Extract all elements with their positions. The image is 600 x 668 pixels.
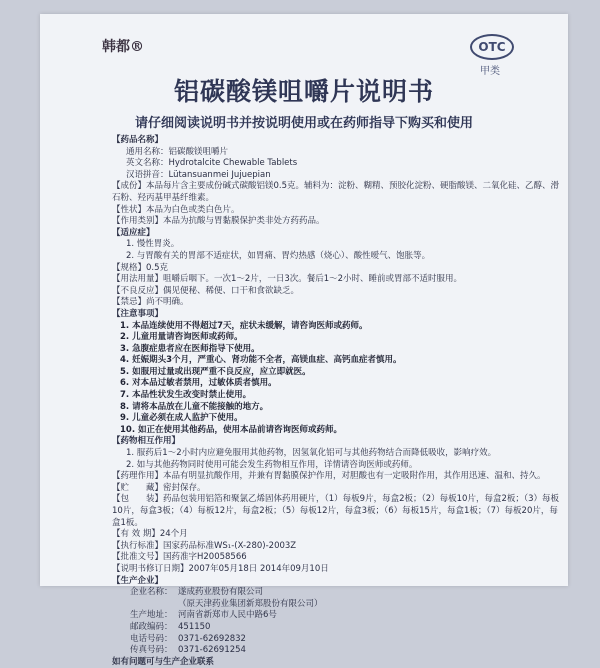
maker-key: 邮政编码： (130, 621, 173, 632)
drug-category: 【作用类别】本品为抗酸与胃黏膜保护类非处方药药品。 (112, 216, 325, 227)
maker-value: 451150 (178, 621, 211, 632)
package: 【包 装】药品包装用铝箔和聚氯乙烯固体药用硬片，（1）每板9片，每盒2板；（2）每板10片，每盒2板；（3）每板10片，每盒3板；（4）每板12片，每盒2板；（5）每板12片，每盒3板；（6）每板15片，每盒1板；（7）每板20片，每盒1板。 (112, 494, 560, 528)
common-name: 通用名称：铝碳酸镁咀嚼片 (126, 146, 229, 157)
validity: 【有 效 期】24个月 (112, 529, 188, 540)
indication-item: 2. 与胃酸有关的胃部不适症状，如胃痛、胃灼热感（烧心）、酸性嗳气、饱胀等。 (126, 250, 431, 261)
maker-key: 电话号码： (130, 633, 173, 644)
execution-standard: 【执行标准】国家药品标准WS₁-(X-280)-2003Z (112, 540, 297, 551)
maker-value: （原天津药业集团新郑股份有限公司） (178, 598, 323, 609)
contraindications: 【禁忌】尚不明确。 (112, 297, 189, 308)
indications-heading: 【适应症】 (112, 227, 155, 238)
caution-item: 3. 急腹症患者应在医师指导下使用。 (120, 343, 260, 354)
maker-value: 0371-62691254 (178, 645, 246, 656)
caution-item: 7. 本品性状发生改变时禁止使用。 (120, 390, 252, 401)
maker-value: 河南省新郑市人民中路6号 (178, 610, 277, 621)
maker-line (130, 610, 562, 622)
maker-key: 传真号码： (130, 645, 173, 656)
interaction-item: 1. 服药后1～2小时内应避免服用其他药物，因氢氧化铝可与其他药物结合而降低吸收，影响疗效。 (126, 448, 497, 459)
leaflet-sheet (40, 14, 568, 667)
maker-line (130, 587, 562, 599)
caution-item: 2. 儿童用量请咨询医师或药师。 (120, 332, 243, 343)
caution-item: 5. 如服用过量或出现严重不良反应，应立即就医。 (120, 366, 311, 377)
composition: 【成份】本品每片含主要成份碱式碳酸铝镁0.5克。辅料为：淀粉、糊精、预胶化淀粉、硬脂酸镁、二氧化硅、乙醇、滑石粉、羟丙基甲基纤维素。 (112, 181, 560, 203)
maker-info (112, 587, 562, 657)
approval-number: 【批准文号】国药准字H20058566 (112, 552, 247, 563)
leaflet-content (112, 135, 562, 668)
maker-value: 0371-62692832 (178, 633, 246, 644)
specification: 【规格】0.5克 (112, 262, 169, 273)
appearance: 【性状】本品为白色或类白色片。 (112, 204, 240, 215)
adverse-reactions: 【不良反应】偶见便秘、稀便、口干和食欲缺乏。 (112, 285, 300, 296)
cautions-heading: 【注意事项】 (112, 308, 164, 319)
maker-key (130, 599, 178, 611)
otc-category: 甲类 (480, 66, 500, 77)
interaction-item: 2. 如与其他药物同时使用可能会发生药物相互作用，详情请咨询医师或药师。 (126, 459, 418, 470)
footer-note: 如有问题可与生产企业联系 (112, 656, 215, 667)
pinyin-name: 汉语拼音：Lütansuanmei Jujuepian (126, 169, 271, 180)
usage-dosage: 【用法用量】咀嚼后咽下。一次1～2片，一日3次。餐后1～2小时、睡前或胃部不适时服用。 (112, 274, 463, 285)
page-subtitle: 请仔细阅读说明书并按说明使用或在药师指导下购买和使用 (134, 116, 473, 131)
storage: 【贮 藏】密封保存。 (112, 482, 206, 493)
revision-date: 【说明书修订日期】2007年05月18日 2014年09月10日 (112, 563, 329, 574)
maker-line (130, 634, 562, 646)
indication-item: 1. 慢性胃炎。 (126, 239, 180, 250)
caution-item: 4. 妊娠期头3个月，严重心、肾功能不全者，高镁血症、高钙血症者慎用。 (120, 355, 402, 366)
caution-item: 9. 儿童必须在成人监护下使用。 (120, 413, 243, 424)
maker-line (130, 645, 562, 657)
maker-key: 生产地址： (130, 610, 173, 621)
brand-logo: 韩都® (102, 39, 144, 55)
maker-value: 遂成药业股份有限公司 (178, 587, 264, 598)
english-name: 英文名称：Hydrotalcite Chewable Tablets (126, 158, 298, 169)
maker-line (130, 599, 562, 611)
name-heading: 【药品名称】 (112, 135, 164, 145)
caution-item: 10. 如正在使用其他药品，使用本品前请咨询医师或药师。 (120, 424, 343, 435)
caution-item: 8. 请将本品放在儿童不能接触的地方。 (120, 401, 269, 412)
maker-line (130, 622, 562, 634)
maker-heading: 【生产企业】 (112, 575, 164, 586)
maker-key: 企业名称： (130, 587, 173, 598)
otc-badge: OTC (470, 34, 514, 60)
pharmacology: 【药理作用】本品有明显抗酸作用，并兼有胃黏膜保护作用，对胆酸也有一定吸附作用，其作用迅速、温和、持久。 (112, 471, 546, 482)
page-title: 铝碳酸镁咀嚼片说明书 (173, 77, 434, 106)
caution-item: 6. 对本品过敏者禁用，过敏体质者慎用。 (120, 378, 277, 389)
interactions-heading: 【药物相互作用】 (112, 436, 181, 447)
caution-item: 1. 本品连续使用不得超过7天，症状未缓解，请咨询医师或药师。 (120, 320, 368, 331)
